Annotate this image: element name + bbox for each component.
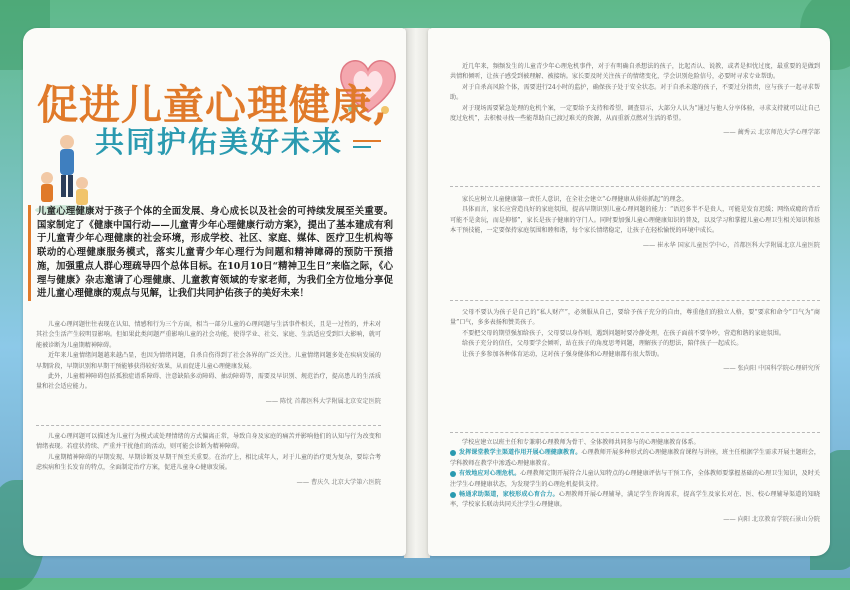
paragraph: 对于现场需要紧急处理的危机个案，一定要给予支持和希望，调查显示，大部分人认为“通过与他人分享体验，寻求支持就可以让自己度过危机”，去积极寻找一些能帮助自己渡过难关的资源，从而重新点燃对生活的希望。 — [450, 104, 820, 123]
section-divider — [450, 432, 820, 433]
expert-signature: —— 崔永华 国家儿童医学中心，首都医科大学附属北京儿童医院 — [642, 241, 820, 249]
paragraph: 近年来儿童情绪问题越来越凸显，也因为情绪问题，自杀自伤得到了社会各界的广泛关注。儿童情绪问题多处在疾病发展的早期阶段，早期识别和早期干预能够获得较好效果，从而促进儿童心理健康发展。 — [36, 352, 381, 370]
paragraph: 对于自杀高风险个体，需要进行24小时的监护，确保孩子处于安全状态。对于自杀未遂的孩子，不要过分指责，应与孩子一起寻求帮助。 — [450, 83, 820, 102]
title-decoration — [353, 140, 381, 142]
expert-section — [450, 438, 820, 523]
paragraph: 儿童期精神障碍的早期发现、早期诊断及早期干预至关重要。在治疗上，相比成年人，对于儿童的治疗更为复杂，要综合考虑疾病和生长发育的特点，全面制定治疗方案，促进儿童身心健康发展。 — [36, 453, 381, 472]
list-item: 畅通求助渠道，家校形成心育合力。心理教师开展心理辅导，满足学生咨询需求，提高学生及家长对在、医、校心理辅导渠道的知晓率，学校家长联动共同关注学生心理健康。 — [450, 491, 821, 509]
expert-signature: —— 曹庆久 北京大学第六医院 — [296, 478, 381, 486]
bullet-dot-icon — [450, 492, 456, 498]
magazine-spine — [404, 28, 430, 558]
expert-section — [450, 308, 820, 372]
list-item: 有效地应对心理危机。心理教师定期开展符合儿童认知特点的心理健康评估与干预工作，全体教师要掌握基础的心理卫生知识，及时关注学生心理健康状态，为发现学生的心理危机提供支持。 — [450, 470, 821, 488]
paragraph: 给孩子充分的信任，父母要学会倾听，站在孩子的角度思考问题，理解孩子的想法，陪伴孩子一起成长。 — [462, 340, 743, 348]
bullet-dot-icon — [450, 450, 456, 456]
expert-section — [36, 432, 381, 486]
expert-signature: —— 蔺秀云 北京师范大学心理学部 — [723, 129, 820, 137]
paragraph: 具体而言，家长应营造良好的家庭氛围，提高早期识别儿童心理问题的能力：“语迟多半不是贵人，可能是发育迟缓；网络成瘾的背后可能不是贪玩，而是抑郁”，家长是孩子健康的守门人。同时要加强儿童心理健康知识的普及，以及学习和掌握儿童心理卫生相关知识和基本干预技能，一定要保持家庭氛围和睦和谐，每个家长情绪稳定，让孩子在轻松愉悦的环境中成长。 — [450, 206, 820, 235]
paragraph: 近几年来，频频发生的儿童青少年心理危机事件，对于有明确自杀想法的孩子，比起否认、说教，或者是担忧过度，最重要的是做到共情和倾听，让孩子感受到被理解、被接纳。家长要及时关注孩子的情绪变化，学会识别危险信号，必要时寻求专业帮助。 — [450, 63, 820, 81]
expert-signature: —— 张向阳 中国科学院心理研究所 — [723, 365, 820, 373]
paragraph: 不要把父母的期望强加给孩子，父母要以身作则，遇到问题时要冷静处理，在孩子面前不要争吵，营造和谐的家庭氛围。 — [462, 329, 785, 337]
paragraph: 此外，儿童精神障碍包括孤独症谱系障碍、注意缺陷多动障碍、抽动障碍等，需要及早识别、规范治疗，提高患儿的生活质量和社会适应能力。 — [36, 373, 381, 391]
section-divider — [450, 300, 820, 301]
section-divider — [36, 425, 381, 426]
section-divider — [450, 186, 820, 187]
paragraph: 家长应树立儿童健康第一责任人意识，在全社会建立“心理健康从娃娃抓起”的理念。 — [462, 196, 688, 203]
expert-section — [36, 320, 381, 405]
paragraph: 儿童心理问题可以描述为儿童行为模式或处理情绪的方式偏离正常，导致自身及家庭的痛苦并影响他们的认知与行为改变和情绪表现。若症状持续、严重并干扰他们的活动，则可能会诊断为精神障碍。 — [36, 433, 381, 451]
paragraph: 学校应建立以班主任和专兼职心理教师为骨干、全体教师共同参与的心理健康教育体系。 — [462, 439, 700, 446]
expert-section — [450, 195, 820, 249]
paragraph: 让孩子多参加各种体育运动，这对孩子强身健体和心理健康都有很大帮助。 — [462, 350, 664, 358]
article-title: 促进儿童心理健康, — [37, 81, 389, 129]
intro-paragraph: 儿童心理健康对于孩子个体的全面发展、身心成长以及社会的可持续发展至关重要。国家制定了《健康中国行动——儿童青少年心理健康行动方案》，提出了基本建成有利于儿童青少年心理健康的社会环境，形成学校、社区、家庭、媒体、医疗卫生机构等联动的心理健康服务模式，落实儿童青少年心理行为问题和精神障碍的预防干预措施，加强重点人群心理疏导四个总体目标。在10月10日“精神卫生日”来临之际，《心理与健康》杂志邀请了心理健康、儿童教育领域的专家老师，为我们全方位地分享促进儿童心理健康的观点与见解，让我们共同护佑孩子的美好未来！ — [28, 205, 393, 301]
paragraph: 父母不要认为孩子是自己的“私人财产”，必须服从自己，要给予孩子充分的自由，尊重他们的独立人格，要“要求和命令”口气为“商量”口气，多多表扬和赞美孩子。 — [450, 309, 820, 327]
expert-signature: —— 陈忱 首都医科大学附属北京安定医院 — [265, 397, 381, 405]
article-subtitle: 共同护佑美好未来 — [95, 125, 344, 159]
title-decoration — [353, 146, 371, 148]
expert-signature: —— 向阳 北京教育学院石景山分院 — [723, 515, 820, 523]
paragraph: 儿童心理问题往往表现在认知、情感和行为三个方面，相当一部分儿童的心理问题与生活事件相关，且是一过性的，并未对其社会生活产生较明显影响。但如果此类问题严重影响儿童的社会功能，使得学业、社交、家庭、生活适应受到巨大影响，就可能被诊断为儿童期精神障碍。 — [36, 321, 381, 349]
expert-section — [450, 62, 820, 136]
list-item: 发挥课堂教学主渠道作用开展心理健康教育。心理教师开展多种形式的心理健康教育课程与讲座，班主任根据学生需求开展主题班会，学科教师在教学中渗透心理健康教育。 — [450, 449, 821, 467]
bullet-dot-icon — [450, 471, 456, 477]
